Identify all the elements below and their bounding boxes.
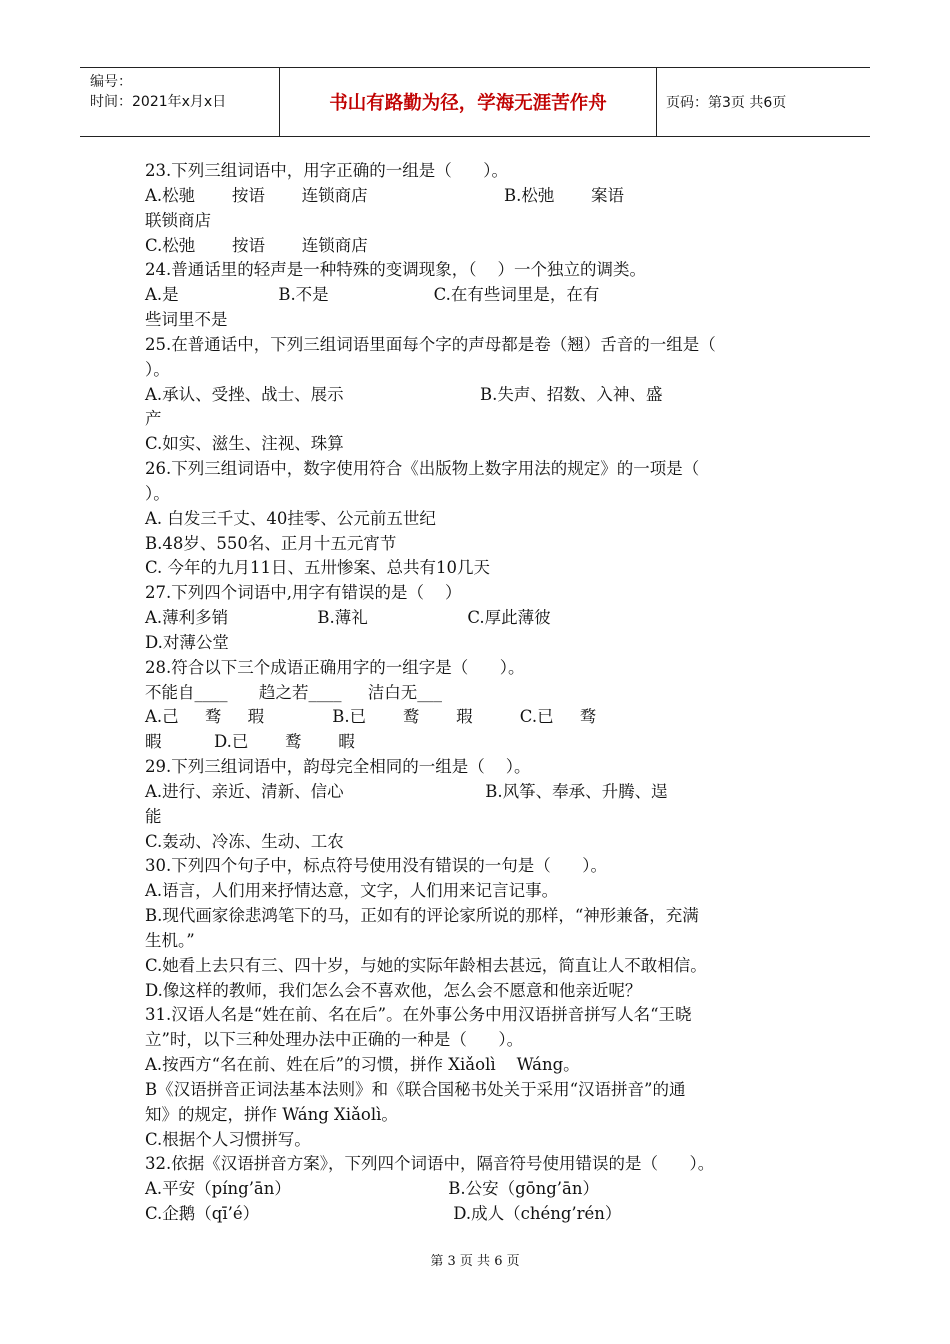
text-line: A.是 B.不是 C.在有些词里是，在有 [145,285,600,304]
text-line: A.语言，人们用来抒情达意，文字，人们用来记言记事。 [145,881,559,900]
text-line: ）。 [145,484,170,503]
text-line: A.进行、亲近、清新、信心 B.风筝、奉承、升腾、逞 [145,782,668,801]
text-line: D.对薄公堂 [145,633,229,652]
text-line: 32.依据《汉语拼音方案》，下列四个词语中，隔音符号使用错误的是（ ）。 [145,1154,715,1173]
header-info-cell [80,68,280,136]
text-line: C.她看上去只有三、四十岁，与她的实际年龄相去甚远，简直让人不敢相信。 [145,956,707,975]
text-line: 不能自____ 趋之若____ 洁白无___ [145,683,442,702]
header-motto: 书山有路勤为径，学海无涯苦作舟 [280,68,657,136]
text-line: C.根据个人习惯拼写。 [145,1130,311,1149]
text-line: 产 [145,409,162,428]
text-line: 24.普通话里的轻声是一种特殊的变调现象，（ ）一个独立的调类。 [145,260,646,279]
text-line: B.48岁、550名、正月十五元宵节 [145,534,397,553]
text-line: 31.汉语人名是“姓在前、名在后”。在外事公务中用汉语拼音拼写人名“王晓 [145,1005,692,1024]
text-line: 28.符合以下三个成语正确用字的一组字是（ ）。 [145,658,525,677]
serial-label: 编号： [90,74,132,90]
text-line: D.像这样的教师，我们怎么会不喜欢他，怎么会不愿意和他亲近呢？ [145,981,642,1000]
text-line: 能 [145,807,162,826]
text-line: A. 白发三千丈、40挂零、公元前五世纪 [145,509,436,528]
text-line: 立”时，以下三种处理办法中正确的一种是（ ）。 [145,1030,524,1049]
text-line: B.现代画家徐悲鸿笔下的马，正如有的评论家所说的那样，“神形兼备，充满 [145,906,699,925]
text-line: A.按西方“名在前、姓在后”的习惯，拼作 Xiǎolì Wáng。 [145,1055,580,1074]
text-line: A.松驰 按语 连锁商店 B.松弛 案语 [145,186,625,205]
text-line: B《汉语拼音正词法基本法则》和《联合国秘书处关于采用“汉语拼音”的通 [145,1080,686,1099]
text-line: C.松弛 按语 连锁商店 [145,236,368,255]
text-line: 知》的规定，拼作 Wáng Xiǎolì。 [145,1105,398,1124]
text-line: A.薄利多销 B.薄礼 C.厚此薄彼 [145,608,551,627]
text-line: 些词里不是 [145,310,228,329]
text-line: 27.下列四个词语中,用字有错误的是（ ） [145,583,462,602]
time-label: 时间：2021年x月x日 [90,94,227,110]
text-line: 29.下列三组词语中，韵母完全相同的一组是（ ）。 [145,757,531,776]
text-line: 生机。” [145,931,195,950]
text-line: 联锁商店 [145,211,211,230]
text-line: 暇 D.已 鹜 暇 [145,732,355,751]
text-line: 30.下列四个句子中，标点符号使用没有错误的一句是（ ）。 [145,856,607,875]
text-line: 26.下列三组词语中，数字使用符合《出版物上数字用法的规定》的一项是（ [145,459,700,478]
text-line: ）。 [145,360,170,379]
page-footer: 第 3 页 共 6 页 [430,1254,520,1269]
header-table [80,67,870,137]
header-page-label: 页码：第3页 共6页 [666,95,787,111]
text-line: 23.下列三组词语中，用字正确的一组是（ ）。 [145,161,508,180]
text-line: A.己 骛 瑕 B.已 鹜 瑕 C.已 骛 [145,707,597,726]
text-line: A.承认、受挫、战士、展示 B.失声、招数、入神、盛 [145,385,663,404]
text-line: C.企鹅（qī’é） D.成人（chéng’rén） [145,1204,622,1223]
text-line: 25.在普通话中，下列三组词语里面每个字的声母都是卷（翘）舌音的一组是（ [145,335,716,354]
text-line: A.平安（píng’ān） B.公安（gōng’ān） [145,1179,600,1198]
text-line: C.如实、滋生、注视、珠算 [145,434,344,453]
text-line: C.轰动、冷冻、生动、工农 [145,832,344,851]
text-line: C. 今年的九月11日、五卅惨案、总共有10几天 [145,558,491,577]
